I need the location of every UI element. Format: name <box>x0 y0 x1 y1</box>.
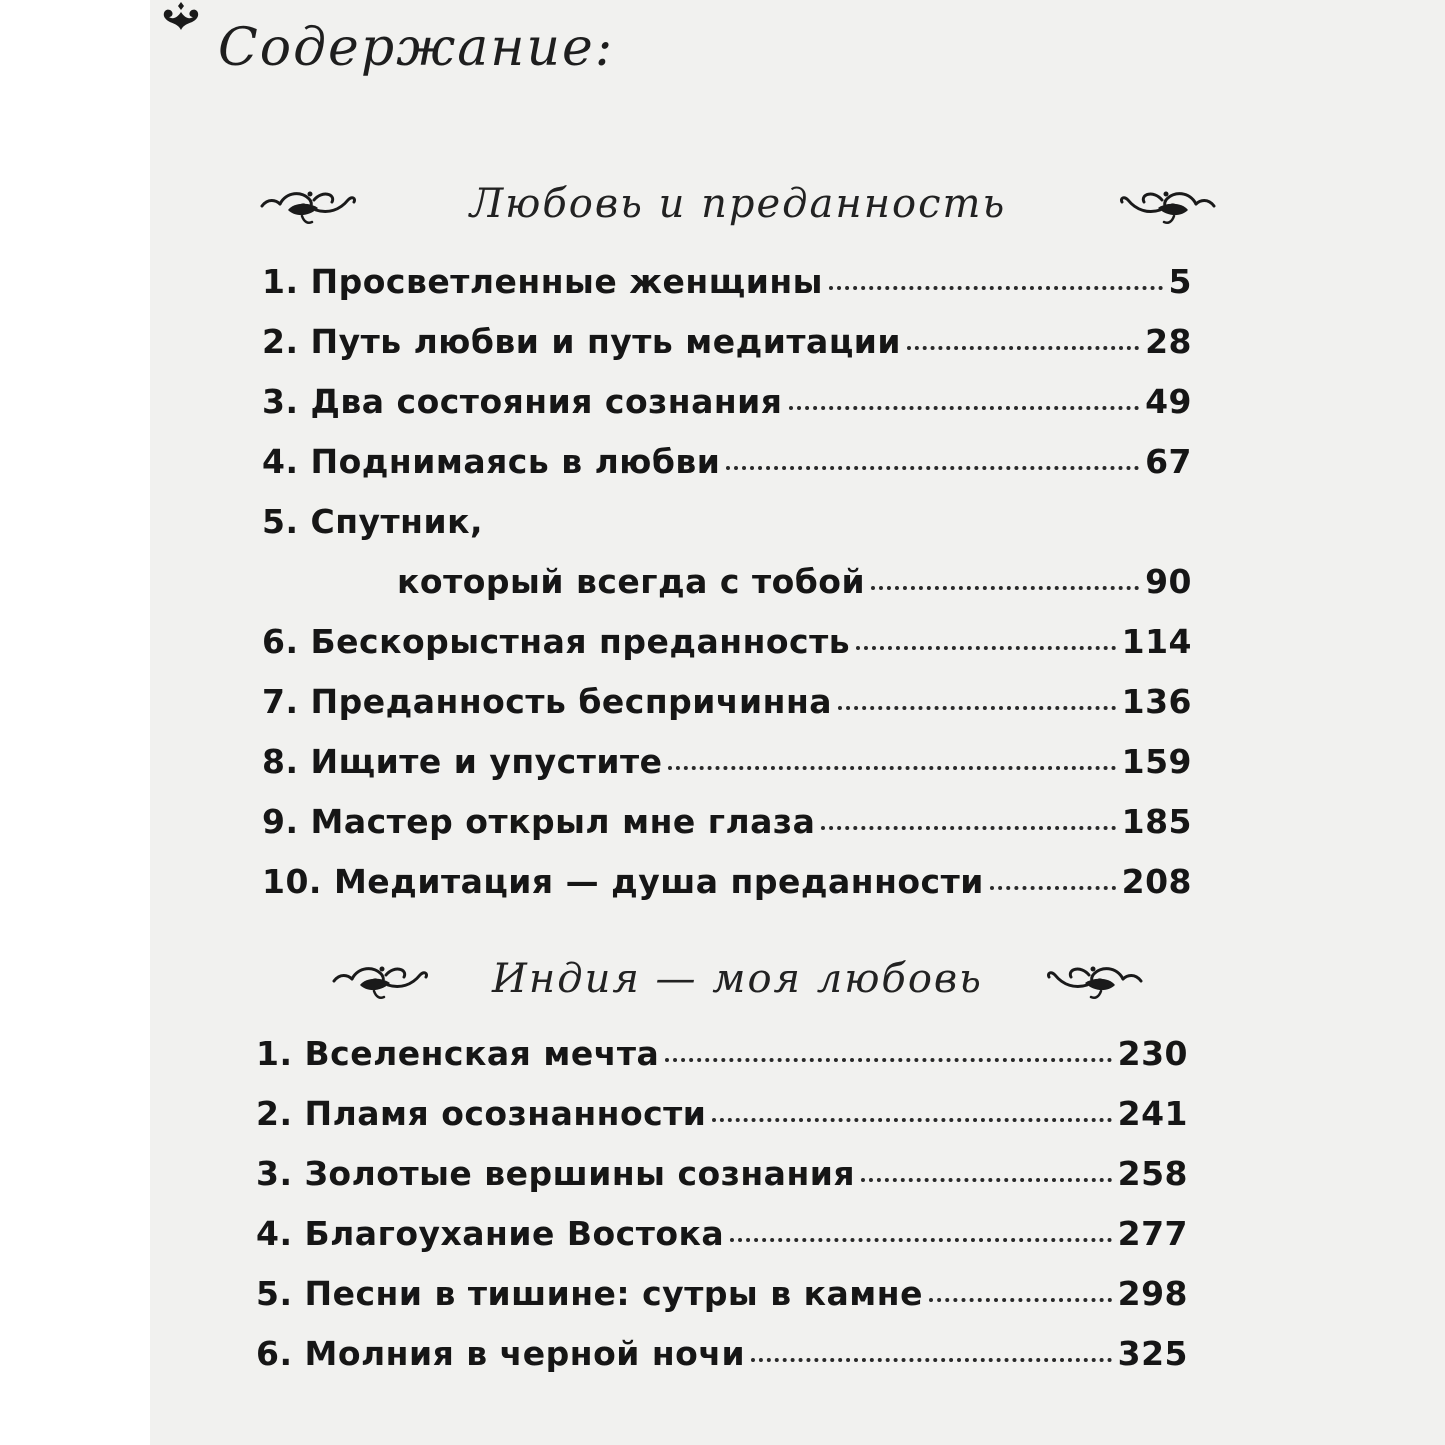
toc-entry-title: 5. Песни в тишине: сутры в камне <box>256 1274 923 1313</box>
toc-list-love-devotion <box>262 262 1192 922</box>
dot-leader <box>668 766 1115 770</box>
toc-entry-title: 9. Мастер открыл мне глаза <box>262 802 816 841</box>
dot-leader <box>871 586 1139 590</box>
toc-entry-title: 1. Вселенская мечта <box>256 1034 660 1073</box>
dot-leader <box>726 466 1139 470</box>
toc-entry-page: 28 <box>1145 322 1192 361</box>
fleur-ornament-icon <box>157 2 205 32</box>
dot-leader <box>838 706 1116 710</box>
toc-entry-page: 136 <box>1121 682 1192 721</box>
dot-leader <box>665 1058 1111 1062</box>
toc-entry[interactable] <box>262 622 1192 682</box>
toc-entry-title: 7. Преданность беспричинна <box>262 682 833 721</box>
flourish-ornament-icon <box>1118 180 1218 228</box>
dot-leader <box>829 286 1163 290</box>
toc-entry-title-line2: который всегда с тобой <box>397 562 866 601</box>
toc-entry[interactable] <box>256 1334 1188 1394</box>
dot-leader <box>730 1238 1111 1242</box>
toc-entry-page: 5 <box>1168 262 1192 301</box>
toc-entry[interactable] <box>262 742 1192 802</box>
toc-entry-title: 4. Поднимаясь в любви <box>262 442 721 481</box>
toc-entry-title: 8. Ищите и упустите <box>262 742 663 781</box>
section-heading-text: Индия — моя любовь <box>492 956 983 1002</box>
toc-entry-page: 185 <box>1121 802 1192 841</box>
contents-title: Содержание: <box>218 18 615 78</box>
toc-entry[interactable] <box>262 382 1192 442</box>
toc-entry-title: 3. Два состояния сознания <box>262 382 783 421</box>
toc-entry-page: 325 <box>1117 1334 1188 1373</box>
toc-entry[interactable] <box>256 1214 1188 1274</box>
toc-entry-title: 6. Молния в черной ночи <box>256 1334 746 1373</box>
toc-entry-title: 6. Бескорыстная преданность <box>262 622 851 661</box>
toc-entry-title: 4. Благоухание Востока <box>256 1214 725 1253</box>
dot-leader <box>712 1118 1111 1122</box>
toc-entry[interactable] <box>256 1274 1188 1334</box>
toc-entry[interactable] <box>256 1094 1188 1154</box>
dot-leader <box>789 406 1140 410</box>
dot-leader <box>907 346 1139 350</box>
toc-entry-page: 230 <box>1117 1034 1188 1073</box>
toc-entry-page: 258 <box>1117 1154 1188 1193</box>
section-heading-text: Любовь и преданность <box>469 181 1007 227</box>
dot-leader <box>856 646 1116 650</box>
toc-entry-page: 241 <box>1117 1094 1188 1133</box>
toc-entry[interactable] <box>262 802 1192 862</box>
toc-entry-title: 2. Пламя осознанности <box>256 1094 707 1133</box>
toc-entry-page: 67 <box>1145 442 1192 481</box>
dot-leader <box>861 1178 1112 1182</box>
toc-entry-title: 10. Медитация — душа преданности <box>262 862 984 901</box>
toc-list-india-my-love <box>256 1034 1188 1394</box>
section-heading-india-my-love <box>330 955 1145 1003</box>
toc-entry-title: 1. Просветленные женщины <box>262 262 823 301</box>
toc-entry-title-line1: 5. Спутник, <box>262 502 483 541</box>
toc-entry-title: 2. Путь любви и путь медитации <box>262 322 902 361</box>
toc-entry[interactable] <box>256 1034 1188 1094</box>
toc-entry[interactable] <box>262 502 1192 622</box>
toc-entry[interactable] <box>262 262 1192 322</box>
flourish-ornament-icon <box>258 180 358 228</box>
toc-entry-page: 208 <box>1121 862 1192 901</box>
toc-entry[interactable] <box>262 442 1192 502</box>
dot-leader <box>929 1298 1112 1302</box>
toc-entry-page: 114 <box>1121 622 1192 661</box>
toc-entry[interactable] <box>256 1154 1188 1214</box>
toc-entry-page: 90 <box>1145 562 1192 601</box>
toc-entry[interactable] <box>262 862 1192 922</box>
toc-entry[interactable] <box>262 682 1192 742</box>
toc-entry-second-line <box>262 562 1192 622</box>
toc-entry-page: 159 <box>1121 742 1192 781</box>
flourish-ornament-icon <box>330 955 430 1003</box>
flourish-ornament-icon <box>1045 955 1145 1003</box>
toc-entry-page: 277 <box>1117 1214 1188 1253</box>
toc-entry-title: 3. Золотые вершины сознания <box>256 1154 856 1193</box>
dot-leader <box>990 886 1116 890</box>
section-heading-love-devotion <box>258 180 1218 228</box>
toc-entry-page: 298 <box>1117 1274 1188 1313</box>
toc-entry-page: 49 <box>1145 382 1192 421</box>
toc-entry[interactable] <box>262 322 1192 382</box>
dot-leader <box>751 1358 1111 1362</box>
dot-leader <box>821 826 1115 830</box>
